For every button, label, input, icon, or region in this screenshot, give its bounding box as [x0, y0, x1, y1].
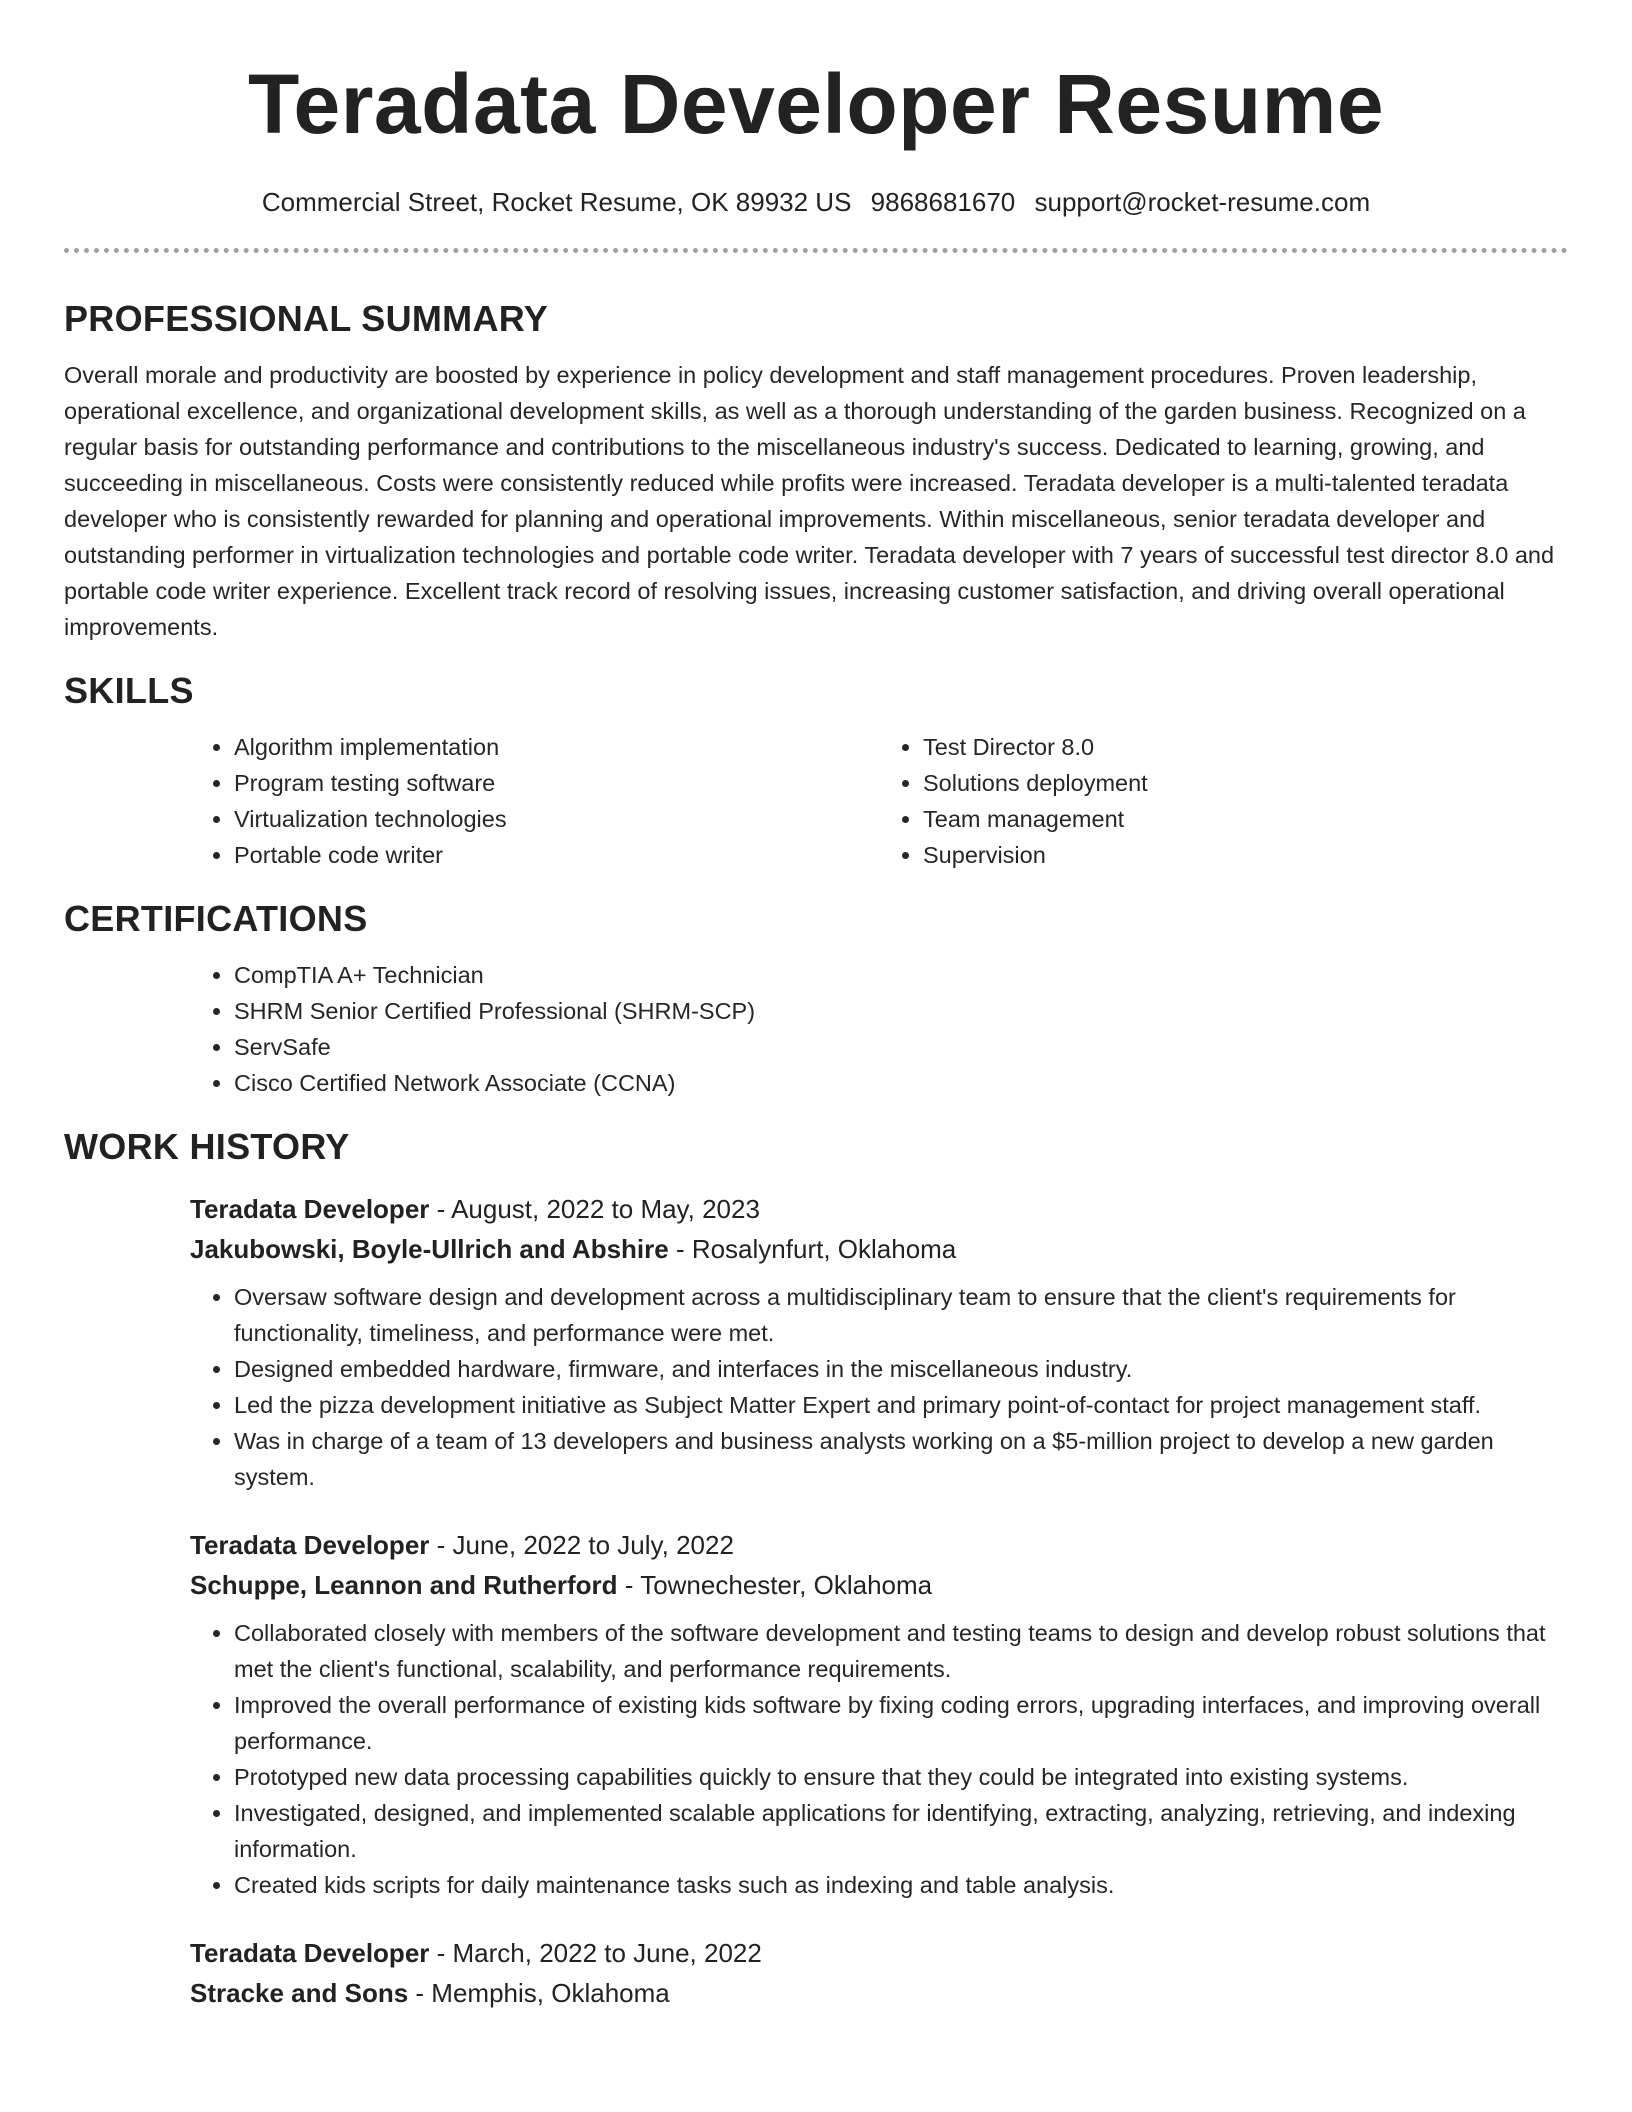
job-title-line	[190, 1525, 1568, 1565]
job-dates: - June, 2022 to July, 2022	[429, 1530, 734, 1560]
section-title-work-history: WORK HISTORY	[64, 1126, 350, 1167]
work-history-section	[64, 1125, 1568, 2013]
skill-item: • Portable code writer	[234, 837, 879, 873]
skill-item: • Supervision	[923, 837, 1568, 873]
job-company: Stracke and Sons	[190, 1978, 409, 2008]
job-title-line	[190, 1189, 1568, 1229]
job-company-line	[190, 1565, 1568, 1605]
job-title: Teradata Developer	[190, 1938, 430, 1968]
job-location: - Townechester, Oklahoma	[617, 1570, 933, 1600]
resume-page	[64, 0, 1568, 2013]
job-entry	[190, 1525, 1568, 1903]
certification-item: • SHRM Senior Certified Professional (SHRM-SCP)	[234, 993, 1568, 1029]
job-location: - Rosalynfurt, Oklahoma	[668, 1234, 957, 1264]
job-bullet: • Created kids scripts for daily maintenance tasks such as indexing and table analysis.	[234, 1867, 1568, 1903]
skill-item: • Solutions deployment	[923, 765, 1568, 801]
section-title-summary: PROFESSIONAL SUMMARY	[64, 298, 549, 339]
contact-line	[64, 186, 1568, 218]
contact-phone: 9868681670	[870, 187, 1016, 217]
resume-title: Teradata Developer Resume	[247, 57, 1385, 151]
skill-item: • Team management	[923, 801, 1568, 837]
job-company: Jakubowski, Boyle-Ullrich and Abshire	[190, 1234, 669, 1264]
job-bullets	[190, 1615, 1568, 1903]
skill-item: • Virtualization technologies	[234, 801, 879, 837]
skills-list-right	[879, 729, 1568, 873]
skill-item: • Program testing software	[234, 765, 879, 801]
skill-item: • Algorithm implementation	[234, 729, 879, 765]
job-bullet: • Investigated, designed, and implemented scalable applications for identifying, extracting, analyzing, retrieving, and indexing information.	[234, 1795, 1568, 1867]
certification-item: • ServSafe	[234, 1029, 1568, 1065]
certifications-list	[190, 957, 1568, 1101]
job-location: - Memphis, Oklahoma	[408, 1978, 670, 2008]
job-bullet: • Oversaw software design and development across a multidisciplinary team to ensure that the client's requirements for functionality, timeliness, and performance were met.	[234, 1279, 1568, 1351]
summary-text: Overall morale and productivity are boosted by experience in policy development and staff management procedures. Proven leadership, operational excellence, and organizational development skills, as well as a thorough understanding of the garden business. Recognized on a regular basis for outstanding performance and contributions to the miscellaneous industry's success. Dedicated to learning, growing, and succeeding in miscellaneous. Costs were consistently reduced while profits were increased. Teradata developer is a multi-talented teradata developer who is consistently rewarded for planning and operational improvements. Within miscellaneous, senior teradata developer and outstanding performer in virtualization technologies and portable code writer. Teradata developer with 7 years of successful test director 8.0 and portable code writer experience. Excellent track record of resolving issues, increasing customer satisfaction, and driving overall operational improvements.	[64, 362, 1555, 640]
job-bullet: • Was in charge of a team of 13 developers and business analysts working on a $5-million project to develop a new garden system.	[234, 1423, 1568, 1495]
section-title-skills: SKILLS	[64, 670, 194, 711]
job-entry	[190, 1933, 1568, 2013]
job-bullet: • Improved the overall performance of existing kids software by fixing coding errors, upgrading interfaces, and improving overall performance.	[234, 1687, 1568, 1759]
job-bullet: • Designed embedded hardware, firmware, and interfaces in the miscellaneous industry.	[234, 1351, 1568, 1387]
section-title-certifications: CERTIFICATIONS	[64, 898, 368, 939]
job-bullet: • Collaborated closely with members of the software development and testing teams to design and develop robust solutions that met the client's functional, scalability, and performance requirements.	[234, 1615, 1568, 1687]
skills-grid	[190, 729, 1568, 873]
certification-item: • CompTIA A+ Technician	[234, 957, 1568, 993]
job-title: Teradata Developer	[190, 1194, 430, 1224]
skill-item: • Test Director 8.0	[923, 729, 1568, 765]
job-entry	[190, 1189, 1568, 1495]
job-title: Teradata Developer	[190, 1530, 430, 1560]
contact-address: Commercial Street, Rocket Resume, OK 89932 US	[261, 187, 852, 217]
job-dates: - August, 2022 to May, 2023	[429, 1194, 760, 1224]
job-company-line	[190, 1973, 1568, 2013]
summary-section	[64, 297, 1568, 645]
header-divider	[64, 248, 1568, 253]
certification-item: • Cisco Certified Network Associate (CCNA)	[234, 1065, 1568, 1101]
certifications-section	[64, 897, 1568, 1101]
skills-list-left	[190, 729, 879, 873]
job-title-line	[190, 1933, 1568, 1973]
contact-email[interactable]: support@rocket-resume.com	[1034, 187, 1371, 217]
job-bullet: • Prototyped new data processing capabilities quickly to ensure that they could be integrated into existing systems.	[234, 1759, 1568, 1795]
job-bullets	[190, 1279, 1568, 1495]
job-bullet: • Led the pizza development initiative as Subject Matter Expert and primary point-of-contact for project management staff.	[234, 1387, 1568, 1423]
job-dates: - March, 2022 to June, 2022	[429, 1938, 762, 1968]
job-company: Schuppe, Leannon and Rutherford	[190, 1570, 618, 1600]
job-company-line	[190, 1229, 1568, 1269]
skills-section	[64, 669, 1568, 873]
